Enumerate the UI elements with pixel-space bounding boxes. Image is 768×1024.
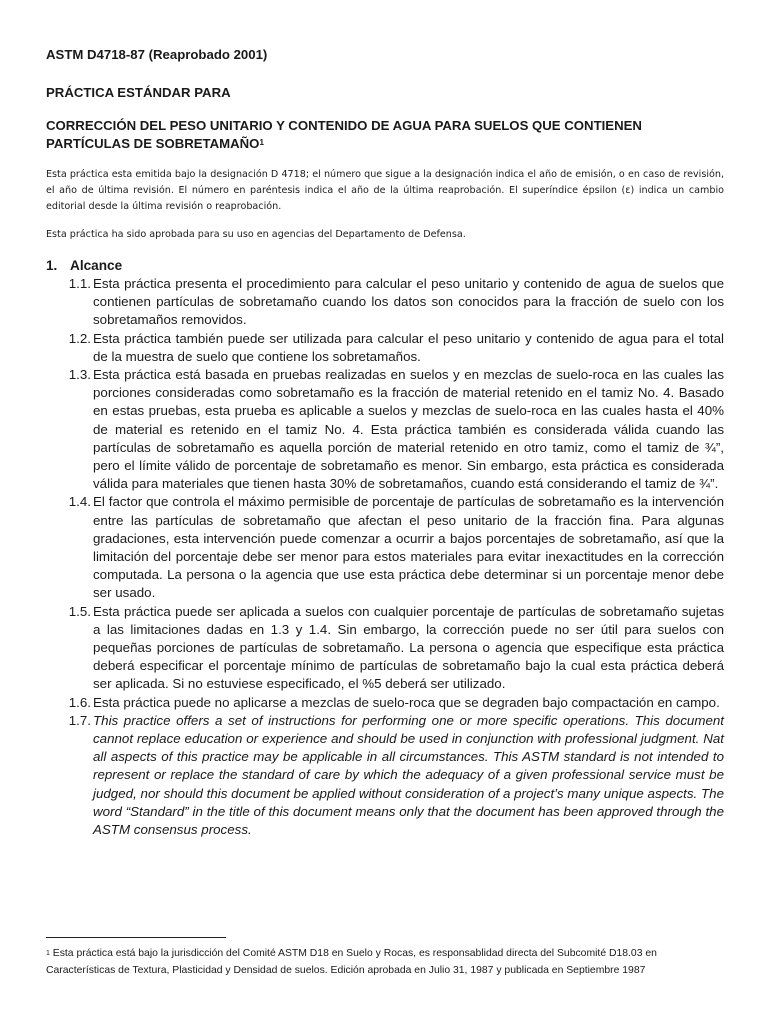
item-number: 1.6. [68,694,91,710]
document-designation: ASTM D4718-87 (Reaprobado 2001) [46,47,268,62]
section-item-1-5 [46,603,724,694]
item-text: Esta práctica puede ser aplicada a suelos con cualquier porcentaje de partículas de sobretamaño sujetas a las limitaciones dadas en 1.3 y 1.4. Sin embargo, la corrección puede no ser útil para suelos con pequeñas porciones de partículas de sobretamaño. La persona o agencia que especifique esta práctica deberá especificar el porcentaje mínimo de partículas de sobretamaño bajo la cual esta práctica deberá ser aplicada. Si no estuviese especificado, el %5 deberá ser utilizado. [93,603,724,692]
footnote-reference[interactable]: 1 [259,138,264,147]
section-item-1-6 [46,694,724,712]
section-title: Alcance [70,258,123,273]
section-item-1-3 [46,366,724,493]
document-title-text: CORRECCIÓN DEL PESO UNITARIO Y CONTENIDO DE AGUA PARA SUELOS QUE CONTIENEN PARTÍCULAS DE SOBRETAMAÑO [46,118,642,151]
footnote-marker: 1 [46,950,50,957]
item-number: 1.4. [68,494,91,510]
footnote-text: Esta práctica está bajo la jurisdicción del Comité ASTM D18 en Suelo y Rocas, es responsablidad directa del Subcomité D18.03 en Características de Textura, Plasticidad y Densidad de suelos. Edición aprobada en Julio 31, 1987 y publicada en Septiembre 1987 [46,948,657,976]
section-heading [46,256,724,275]
item-number: 1.5. [68,603,91,619]
practice-heading: PRÁCTICA ESTÁNDAR PARA [46,85,231,100]
section-items [46,275,724,839]
item-text: Esta práctica presenta el procedimiento para calcular el peso unitario y contenido de agua de suelos que contienen partículas de sobretamaño cuando los datos son conocidos para la fracción de suelo con los sobretamaños removidos. [93,276,724,328]
item-text: Esta práctica puede no aplicarse a mezclas de suelo-roca que se degraden bajo compactación en campo. [93,694,720,710]
section-item-1-4 [46,493,724,602]
item-number: 1.1. [68,276,91,291]
item-number: 1.3. [68,367,91,383]
section-item-1-2 [46,330,724,366]
item-text: Esta práctica también puede ser utilizada para calcular el peso unitario y contenido de agua para el total de la muestra de suelo que contiene los sobretamaños. [93,330,724,364]
item-text: Esta práctica está basada en pruebas realizadas en suelos y en mezclas de suelo-roca en las cuales las porciones consideradas como sobretamaño es la fracción de material retenido en el tamiz No. 4. Basado en estas pruebas, esta prueba es aplicable a suelos y mezclas de suelo-roca en las cuales hasta el 40% de material es retenido en el tamiz No. 4. Esta práctica también es considerada válida cuando las partículas de sobretamaño es aquella porción de material retenido en otro tamiz, como el tamiz de ¾”, pero el límite válido de porcentaje de sobretamaño es menor. Sin embargo, esta práctica es considerada válida para materiales que tienen hasta 30% de sobretamaños, cuando está considerando el tamiz de ¾”. [93,367,724,492]
footnote [46,945,724,979]
document-title [46,117,724,153]
item-text: This practice offers a set of instructions for performing one or more specific operations. This document cannot replace education or experience and should be used in conjunction with professional judgment. Nat all aspects of this practice may be applicable in all circumstances. This ASTM standard is not intended to represent or replace the standard of care by which the adequacy of a given professional service must be judged, nor should this document be applied without consideration of a project’s many unique aspects. The word “Standard” in the title of this document means only that the document has been approved through the ASTM consensus process. [93,712,724,838]
document-page [46,40,724,839]
footnote-divider [46,937,226,938]
approval-note: Esta práctica ha sido aprobada para su uso en agencias del Departamento de Defensa. [46,229,466,240]
section-item-1-7 [46,712,724,839]
item-text: El factor que controla el máximo permisible de porcentaje de partículas de sobretamaño es la intervención entre las partículas de sobretamaño que afectan el peso unitario de la fracción fina. Para algunas gradaciones, esta intervención puede comenzar a ocurrir a bajos porcentajes de sobretamaño, así que la limitación del porcentaje debe ser menor para estos materiales para evitar inexactitudes en la corrección computada. La persona o la agencia que use esta práctica debe determinar si un porcentaje menor debe ser usado. [93,494,724,601]
designation-note: Esta práctica esta emitida bajo la designación D 4718; el número que sigue a la designación indica el año de emisión, o en caso de revisión, el año de última revisión. El número en paréntesis indica el año de la última reaprobación. El superíndice épsilon (ε) indica un cambio editorial desde la última revisión o reaprobación. [46,169,724,212]
section-number: 1. [46,258,58,273]
item-number: 1.7. [68,712,91,728]
section-item-1-1 [46,275,724,330]
item-number: 1.2. [68,330,91,346]
